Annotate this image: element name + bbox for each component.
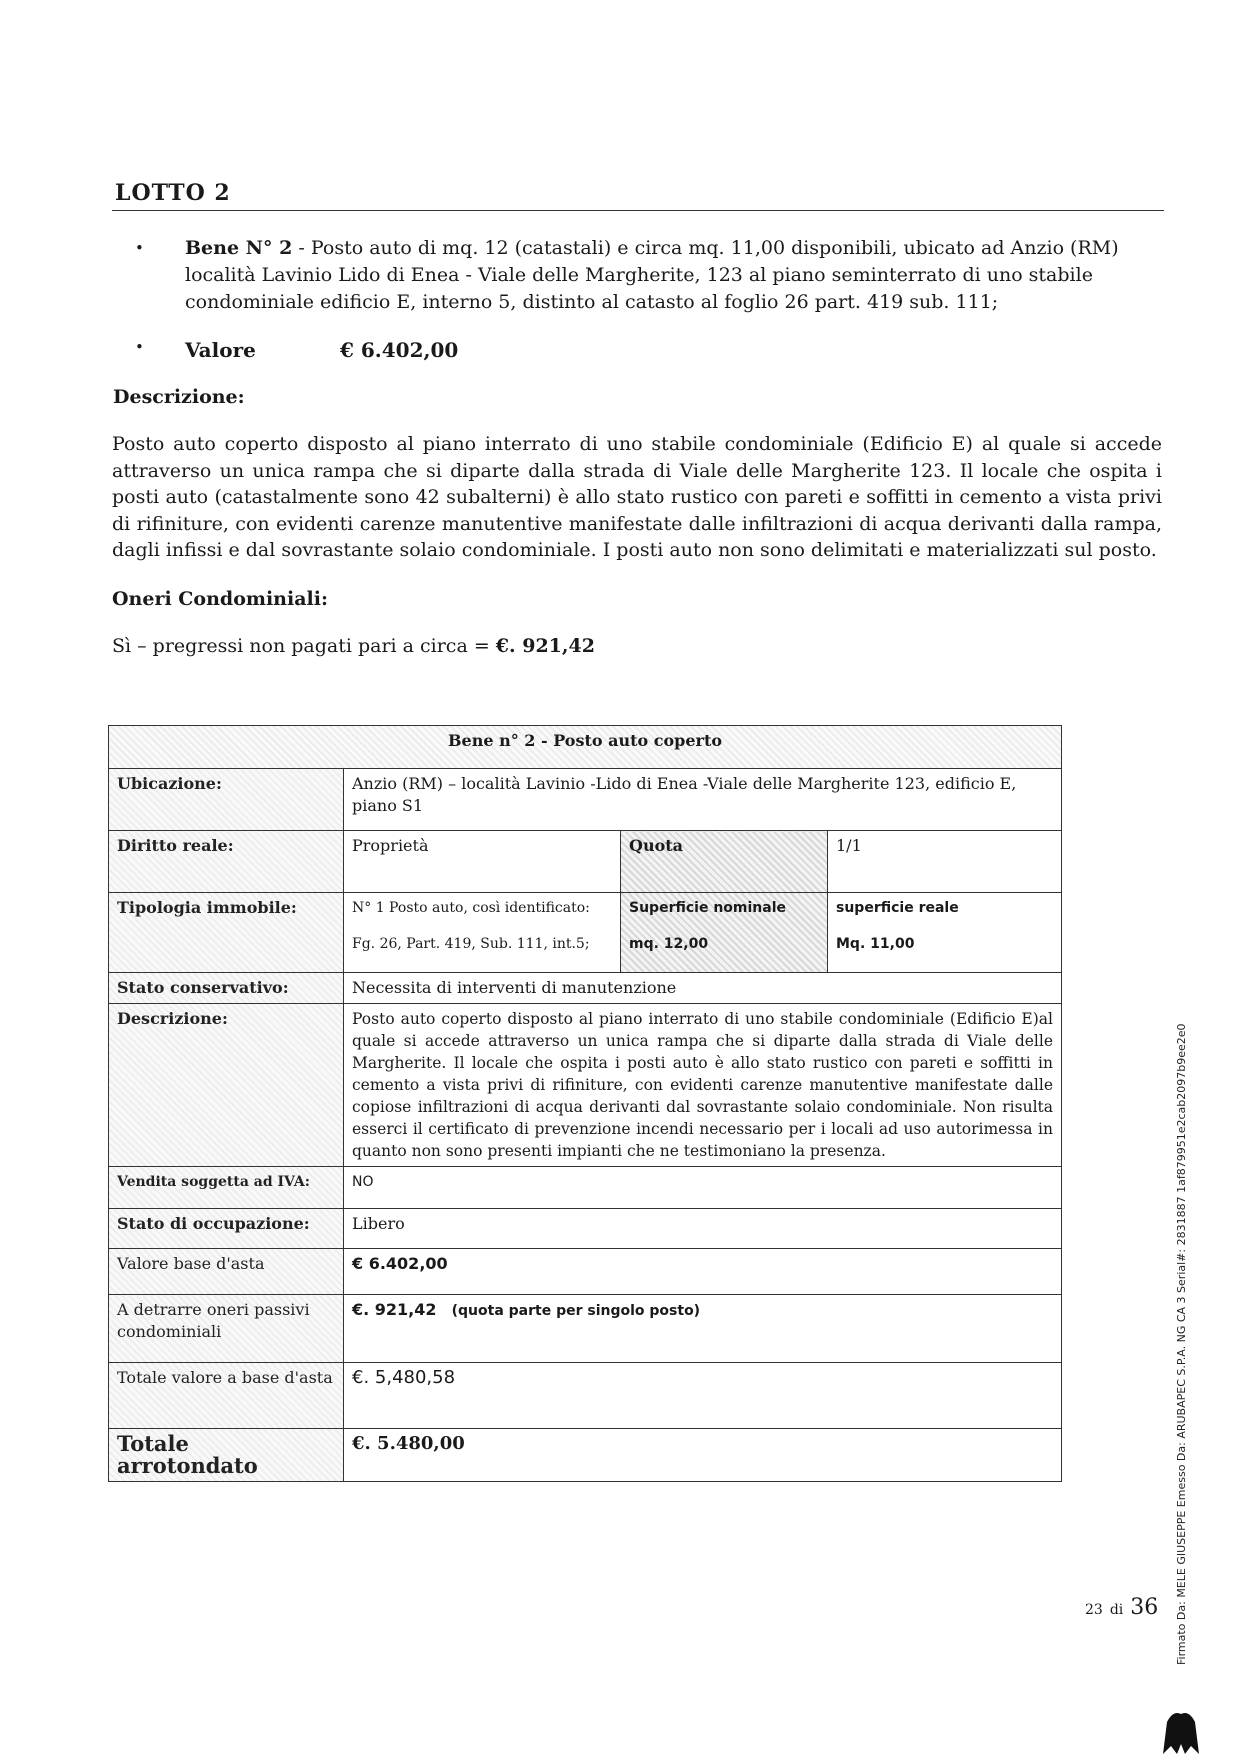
detrarre-value: €. 921,42 [352,1300,437,1319]
sup-reale-value: Mq. 11,00 [836,936,915,952]
table-row [109,1295,1062,1363]
valore-base-value: € 6.402,00 [344,1249,1062,1295]
tipologia-cell [344,893,621,973]
detrarre-cell [344,1295,1062,1363]
sup-nominale-label: Superficie nominale [629,900,786,916]
sup-nominale-value: mq. 12,00 [629,936,709,952]
descrizione-value: Posto auto coperto disposto al piano interrato di uno stabile condominiale (Edificio E)al quale si accede attraverso un unica rampa che si diparte dalla strada di Viale delle Margherite. Il locale che ospita i posti auto è allo stato rustico con pareti e soffitti in cemento a vista privi di rifiniture, con evidenti carenze manutentive manifestate dalle copiose infiltrazioni di acqua derivanti dal sovrastante solaio condominiale. Non risulta esserci il certificato di prevenzione incendi necessario per i locali ad uso autorimessa in quanto non sono presenti impianti che ne testimoniano la presenza. [344,1004,1062,1167]
page-number [1085,1595,1158,1620]
stato-conservativo-value: Necessita di interventi di manutenzione [344,973,1062,1004]
quota-label: Quota [621,831,828,893]
digital-signature-text: Firmato Da: MELE GIUSEPPE Emesso Da: ARUBAPEC S.P.A. NG CA 3 Serial#: 2831887 1af879951e2cab2097b9ee2e0 [1175,1023,1188,1665]
bullet-icon: • [135,338,144,356]
valore-label: Valore [185,338,256,362]
table-row [109,831,1062,893]
arrotondato-value: €. 5.480,00 [344,1429,1062,1482]
occupazione-value: Libero [344,1209,1062,1249]
table-row [109,1429,1062,1482]
descrizione-title: Descrizione: [113,386,245,408]
table-row [109,726,1062,769]
title-divider [112,210,1164,211]
iva-value: NO [344,1167,1062,1209]
quota-value: 1/1 [828,831,1062,893]
iva-label: Vendita soggetta ad IVA: [109,1167,344,1209]
descrizione-label: Descrizione: [109,1004,344,1167]
scheda-header: Bene n° 2 - Posto auto coperto [109,726,1062,769]
oneri-text [112,635,595,657]
arrotondato-label: Totale arrotondato [109,1429,344,1482]
valore-base-label: Valore base d'asta [109,1249,344,1295]
lotto-title: LOTTO 2 [115,180,231,206]
bullet-icon: • [135,239,144,257]
page-total: 36 [1130,1595,1159,1620]
stato-conservativo-label: Stato conservativo: [109,973,344,1004]
ubicazione-value: Anzio (RM) – località Lavinio -Lido di Enea -Viale delle Margherite 123, edificio E, piano S1 [344,769,1062,831]
sup-reale-label: superficie reale [836,900,959,916]
oneri-amount: €. 921,42 [495,635,595,657]
valore-value: € 6.402,00 [340,338,459,362]
table-row [109,1249,1062,1295]
detrarre-note: (quota parte per singolo posto) [451,1303,701,1319]
tipologia-line2: Fg. 26, Part. 419, Sub. 111, int.5; [352,936,590,952]
diritto-label: Diritto reale: [109,831,344,893]
table-row [109,769,1062,831]
seal-icon [1153,1710,1209,1754]
table-row [109,893,1062,973]
sup-reale-cell [828,893,1062,973]
table-row [109,1004,1062,1167]
totale-label: Totale valore a base d'asta [109,1363,344,1429]
occupazione-label: Stato di occupazione: [109,1209,344,1249]
totale-value: €. 5,480,58 [344,1363,1062,1429]
table-row [109,1363,1062,1429]
page-current: 23 [1085,1602,1103,1618]
ubicazione-label: Ubicazione: [109,769,344,831]
oneri-title: Oneri Condominiali: [112,588,328,610]
oneri-text-label: Sì – pregressi non pagati pari a circa = [112,635,496,657]
scheda-table [108,725,1062,1482]
table-row [109,973,1062,1004]
sup-nominale-cell [621,893,828,973]
tipologia-label: Tipologia immobile: [109,893,344,973]
page-sep: di [1109,1602,1124,1618]
descrizione-body: Posto auto coperto disposto al piano interrato di uno stabile condominiale (Edificio E) al quale si accede attraverso un unica rampa che si diparte dalla strada di Viale delle Margherite 123. Il locale che ospita i posti auto (catastalmente sono 42 subalterni) è allo stato rustico con pareti e soffitti in cemento a vista privi di rifiniture, con evidenti carenze manutentive manifestate dalle infiltrazioni di acqua derivanti dalla rampa, dagli infissi e dal sovrastante solaio condominiale. I posti auto non sono delimitati e materializzati sul posto. [112,433,1162,561]
bene-prefix: Bene N° 2 [185,237,293,259]
bene-text: - Posto auto di mq. 12 (catastali) e circa mq. 11,00 disponibili, ubicato ad Anzio (RM) località Lavinio Lido di Enea - Viale delle Margherite, 123 al piano seminterrato di uno stabile condominiale edificio E, interno 5, distinto al catasto al foglio 26 part. 419 sub. 111; [185,237,1119,313]
table-row [109,1167,1062,1209]
detrarre-label: A detrarre oneri passivi condominiali [109,1295,344,1363]
table-row [109,1209,1062,1249]
tipologia-line1: N° 1 Posto auto, così identificato: [352,900,590,916]
diritto-value: Proprietà [344,831,621,893]
